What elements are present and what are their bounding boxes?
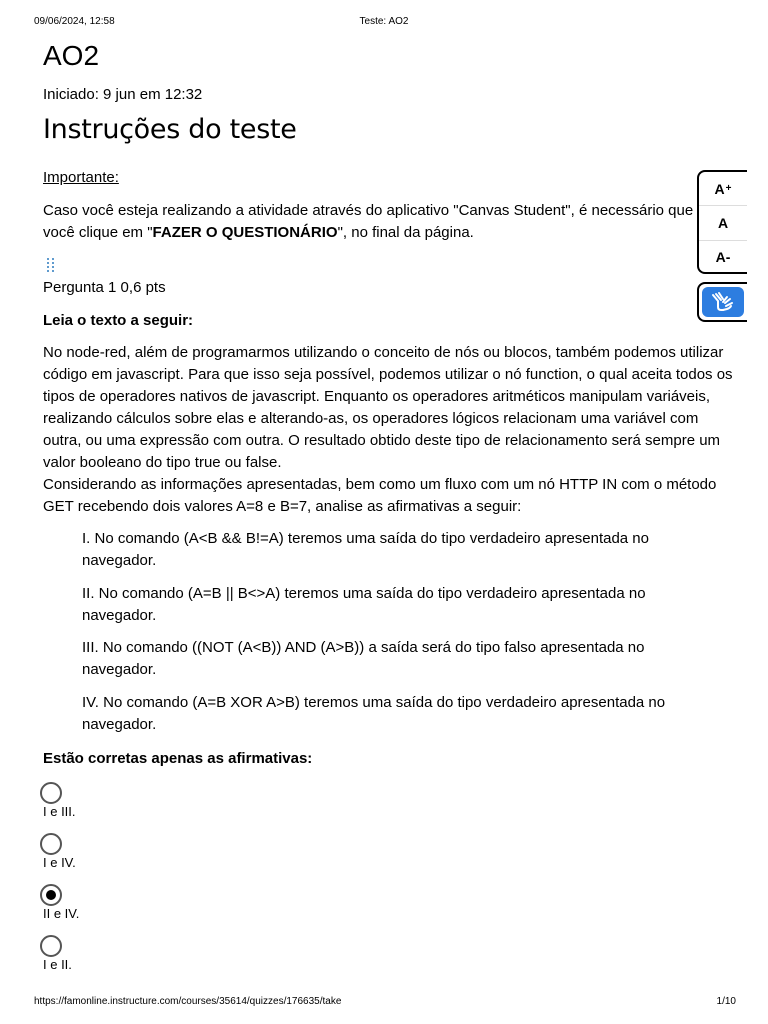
print-url: https://famonline.instructure.com/courses/35614/quizzes/176635/take bbox=[34, 996, 342, 1007]
answer-option-label: II e IV. bbox=[43, 906, 80, 921]
statement-item: IV. No comando (A=B XOR A>B) teremos uma saída do tipo verdadeiro apresentada no navegador. bbox=[82, 694, 666, 734]
question-body bbox=[43, 342, 733, 518]
question-lead: Leia o texto a seguir: bbox=[43, 312, 194, 329]
print-page-number: 1/10 bbox=[716, 996, 736, 1007]
radio-button[interactable] bbox=[40, 833, 62, 855]
answer-option[interactable] bbox=[40, 833, 240, 873]
question-paragraph-1: No node-red, além de programarmos utilizando o conceito de nós ou blocos, também podemos utilizar código em javascript. Para que isso seja possível, podemos utilizar o nó function, o qual aceita todos os tipos de operadores nativos de javascript. Enquanto os operadores aritméticos manipulam variáveis, realizando cálculos sobre elas e alterando-as, os operadores lógicos relacionam uma variável com outra, ou uma expressão com outra. O resultado obtido deste tipo de relacionamento será sempre um valor booleano do tipo true ou false. bbox=[43, 344, 733, 471]
statement-list bbox=[82, 528, 702, 747]
radio-button[interactable] bbox=[40, 935, 62, 957]
instructions-line-2 bbox=[43, 222, 743, 244]
instructions-line-1: Caso você esteja realizando a atividade através do aplicativo "Canvas Student", é necessário que bbox=[43, 202, 694, 219]
question-header: Pergunta 1 0,6 pts bbox=[43, 279, 166, 296]
sign-language-button[interactable] bbox=[697, 282, 747, 322]
answer-option[interactable] bbox=[40, 935, 240, 975]
statement-item: II. No comando (A=B || B<>A) teremos uma saída do tipo verdadeiro apresentada no navegador. bbox=[82, 584, 646, 624]
instructions-line-2-start: você clique em " bbox=[43, 224, 153, 241]
answer-option-label: I e IV. bbox=[43, 855, 76, 870]
answer-option[interactable] bbox=[40, 782, 240, 822]
question-prompt: Estão corretas apenas as afirmativas: bbox=[43, 750, 313, 767]
instructions-text bbox=[43, 200, 743, 244]
answer-option-label: I e II. bbox=[43, 957, 72, 972]
print-header bbox=[0, 16, 768, 30]
font-decrease-button[interactable]: A- bbox=[715, 249, 731, 266]
instructions-emphasis: FAZER O QUESTIONÁRIO bbox=[152, 224, 338, 241]
print-date: 09/06/2024, 12:58 bbox=[34, 16, 115, 27]
statement-item: I. No comando (A<B && B!=A) teremos uma saída do tipo verdadeiro apresentada no navegador. bbox=[82, 530, 649, 569]
print-title: Teste: AO2 bbox=[359, 16, 409, 27]
font-increase-sup: + bbox=[725, 183, 732, 195]
radio-button[interactable] bbox=[40, 884, 62, 906]
answer-option[interactable] bbox=[40, 884, 240, 924]
font-increase-button[interactable] bbox=[699, 172, 747, 206]
important-label: Importante: bbox=[43, 169, 119, 186]
instructions-title: Instruções do teste bbox=[43, 114, 297, 145]
font-size-controls bbox=[697, 170, 747, 274]
statement-item: III. No comando ((NOT (A<B)) AND (A>B)) a saída será do tipo falso apresentada no navegador. bbox=[82, 639, 645, 679]
quiz-title: AO2 bbox=[43, 40, 100, 71]
instructions-line-2-end: ", no final da página. bbox=[337, 224, 474, 241]
question-paragraph-2: Considerando as informações apresentadas, bem como um fluxo com um nó HTTP IN com o método GET recebendo dois valores A=8 e B=7, analise as afirmativas a seguir: bbox=[43, 476, 717, 515]
radio-button[interactable] bbox=[40, 782, 62, 804]
answer-option-label: I e III. bbox=[43, 804, 76, 819]
font-reset-button[interactable]: A bbox=[699, 206, 747, 240]
print-footer bbox=[0, 996, 768, 1010]
sign-language-hands-icon bbox=[702, 287, 744, 317]
started-timestamp: Iniciado: 9 jun em 12:32 bbox=[43, 86, 203, 103]
drag-handle-icon[interactable] bbox=[45, 257, 57, 273]
font-increase-label: A bbox=[714, 180, 725, 197]
